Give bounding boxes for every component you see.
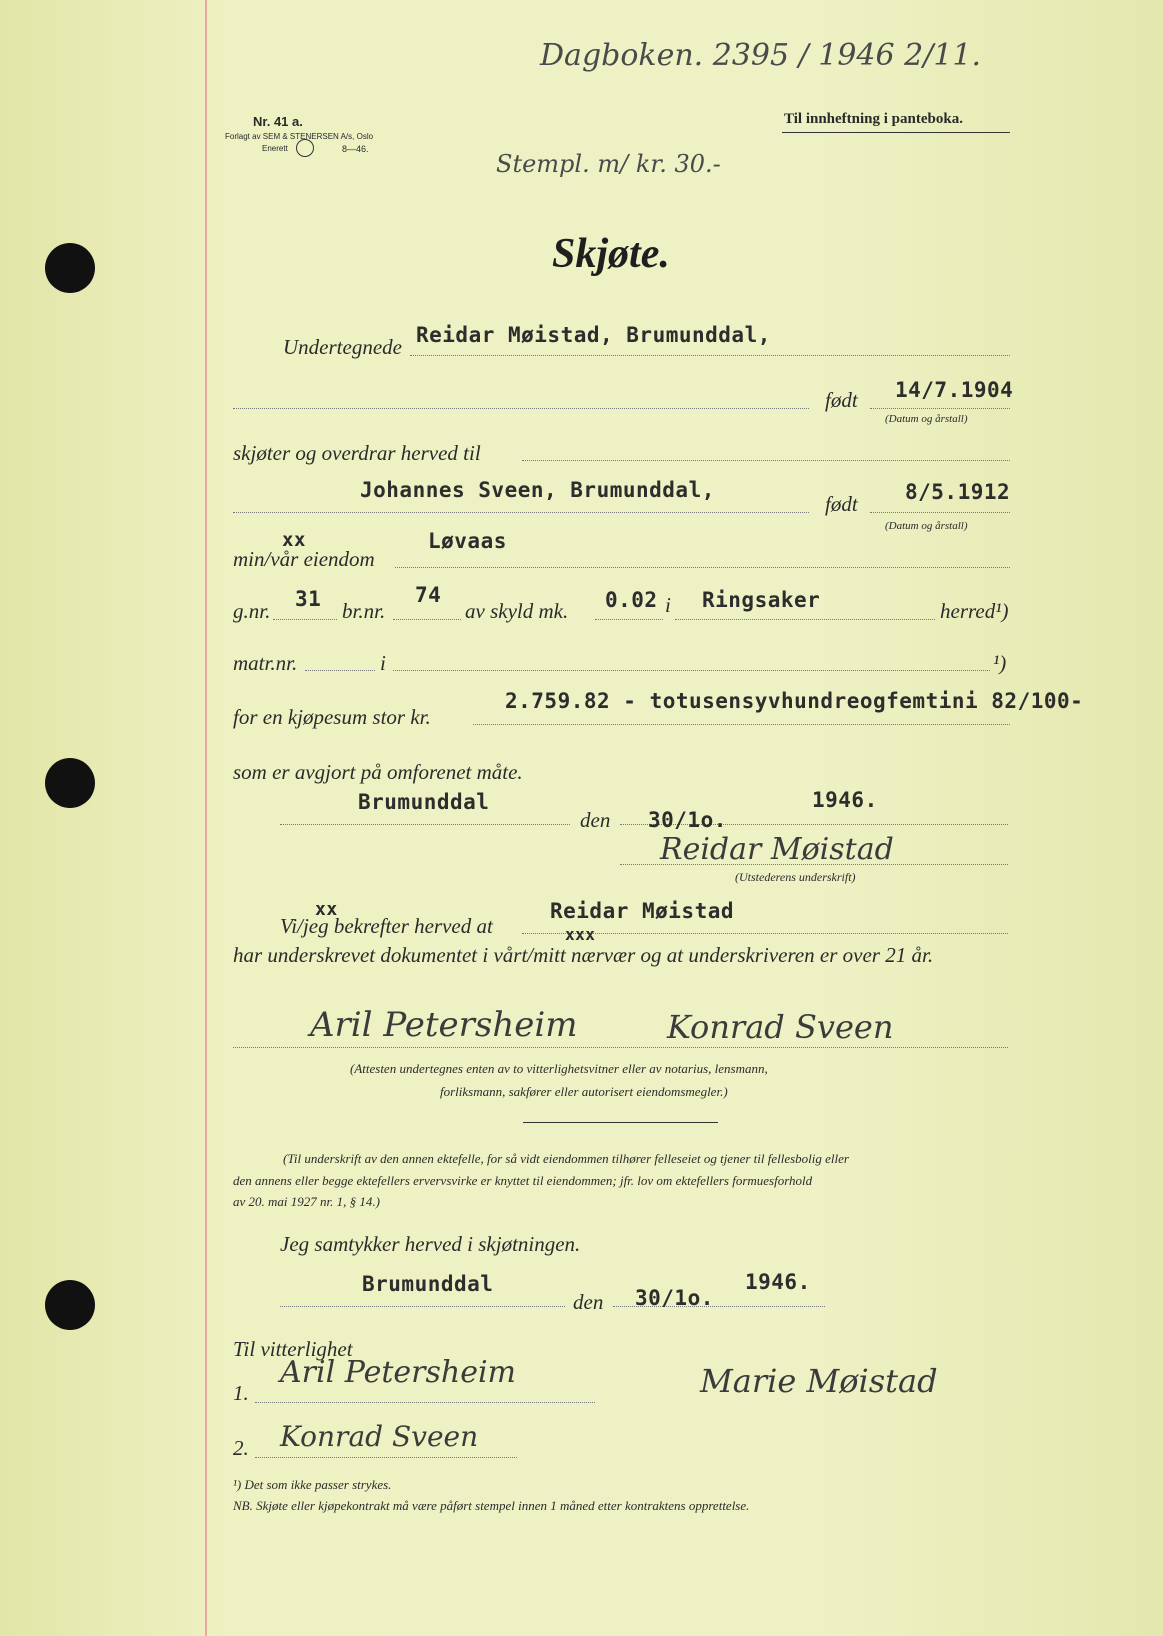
witness-1-signature: Aril Petersheim xyxy=(280,1355,516,1390)
punch-hole xyxy=(45,758,95,808)
place1-value: Brumunddal xyxy=(358,790,490,814)
matr-note: ¹) xyxy=(993,651,1007,675)
witness-1-number: 1. xyxy=(233,1381,249,1405)
dotted-line xyxy=(273,619,337,620)
herred-value: Ringsaker xyxy=(702,588,821,612)
seller-signature: Reidar Møistad xyxy=(660,832,894,867)
witness-signature-1: Aril Petersheim xyxy=(310,1005,578,1045)
den-label-2: den xyxy=(573,1290,604,1314)
dotted-line xyxy=(255,1457,517,1458)
brnr-value: 74 xyxy=(415,583,442,607)
place2-value: Brumunddal xyxy=(362,1272,494,1296)
brnr-label: br.nr. xyxy=(342,599,386,623)
spouse-note-2: den annens eller begge ektefellers ervervsvirke er knyttet til eiendommen; jfr. lov om ektefellers formuesforhold xyxy=(233,1173,813,1188)
spouse-note-3: av 20. mai 1927 nr. 1, § 14.) xyxy=(233,1194,380,1209)
punch-hole xyxy=(45,1280,95,1330)
eiendom-label: min/vår eiendom xyxy=(233,547,375,571)
fodt-label: født xyxy=(825,388,858,412)
dotted-line xyxy=(522,460,1010,461)
gnr-label: g.nr. xyxy=(233,599,271,623)
vi-label: Vi/jeg bekrefter herved at xyxy=(280,914,493,938)
witness-2-number: 2. xyxy=(233,1436,249,1460)
divider xyxy=(523,1122,718,1123)
dotted-line xyxy=(870,512,1010,513)
dotted-line xyxy=(675,619,935,620)
skjoter-label: skjøter og overdrar herved til xyxy=(233,441,481,465)
footnote-1: ¹) Det som ikke passer strykes. xyxy=(233,1477,392,1492)
eiendom-mark: xx xyxy=(282,529,306,551)
vitterlighet-label: Til vitterlighet xyxy=(233,1337,353,1361)
avgjort-text: som er avgjort på omforenet måte. xyxy=(233,760,523,784)
dotted-line xyxy=(473,724,1010,725)
punch-hole xyxy=(45,243,95,293)
dotted-line xyxy=(395,567,1010,568)
spouse-note-1: (Til underskrift av den annen ektefelle, for så vidt eiendommen tilhører felleseiet og tjener til fellesbolig eller xyxy=(283,1151,849,1166)
buyer-value: Johannes Sveen, Brumunddal, xyxy=(360,478,715,502)
fodt1-value: 14/7.1904 xyxy=(895,378,1014,402)
attach-label: Til innheftning i panteboka. xyxy=(784,111,963,127)
publisher: Forlagt av SEM & STENERSEN A/s, Oslo xyxy=(225,132,374,141)
document-title: Skjøte. xyxy=(552,231,670,277)
form-number: Nr. 41 a. xyxy=(253,114,303,129)
datum-label: (Datum og årstall) xyxy=(885,413,968,425)
utsteder-label: (Utstederens underskrift) xyxy=(735,870,856,884)
spouse-signature: Marie Møistad xyxy=(700,1362,938,1400)
gnr-value: 31 xyxy=(295,587,322,611)
dotted-line xyxy=(595,619,663,620)
dotted-line xyxy=(233,408,809,409)
i-label: i xyxy=(665,593,671,617)
dotted-line xyxy=(305,670,375,671)
matr-i: i xyxy=(380,651,386,675)
kjopesum-value: 2.759.82 - totusensyvhundreogfemtini 82/100- xyxy=(505,689,1084,713)
eiendom-value: Løvaas xyxy=(428,529,507,553)
margin-line xyxy=(205,0,207,1636)
witness-2-signature: Konrad Sveen xyxy=(280,1420,479,1453)
fodt2-value: 8/5.1912 xyxy=(905,480,1011,504)
undertegnede-value: Reidar Møistad, Brumunddal, xyxy=(416,323,771,347)
dotted-line xyxy=(870,408,1010,409)
dotted-line xyxy=(280,824,570,825)
dagbok-note: Dagboken. 2395 / 1946 2/11. xyxy=(540,38,982,73)
matr-label: matr.nr. xyxy=(233,651,298,675)
fodt-label-2: født xyxy=(825,492,858,516)
den-label: den xyxy=(580,808,611,832)
undertegnede-label: Undertegnede xyxy=(283,335,402,359)
vi-value: Reidar Møistad xyxy=(550,899,735,923)
dotted-line xyxy=(233,1047,1008,1048)
attest-note-1: (Attesten undertegnes enten av to vitterlighetsvitner eller av notarius, lensmann, xyxy=(350,1061,768,1076)
date1-value: 30/1o. xyxy=(648,808,727,832)
herred-label: herred¹) xyxy=(940,599,1009,623)
footnote-2: NB. Skjøte eller kjøpekontrakt må være påført stempel innen 1 måned etter kontraktens opprettelse. xyxy=(233,1498,750,1513)
witness-signature-2: Konrad Sveen xyxy=(667,1008,894,1046)
samtykker-text: Jeg samtykker herved i skjøtningen. xyxy=(280,1232,581,1256)
year1-value: 1946. xyxy=(812,788,878,812)
publisher-logo xyxy=(296,139,314,157)
skyld-label: av skyld mk. xyxy=(465,599,569,623)
stamp-note: Stempl. m/ kr. 30.- xyxy=(496,150,721,178)
attach-underline xyxy=(782,132,1010,133)
year2-value: 1946. xyxy=(745,1270,811,1294)
kjopesum-label: for en kjøpesum stor kr. xyxy=(233,705,431,729)
date2-value: 30/1o. xyxy=(635,1286,714,1310)
datum-label-2: (Datum og årstall) xyxy=(885,520,968,532)
vi-mark: xx xyxy=(315,899,338,920)
dotted-line xyxy=(393,670,990,671)
dotted-line xyxy=(393,619,461,620)
vi-value-mark: xxx xyxy=(565,925,596,944)
publisher-sub: Enerett xyxy=(262,144,288,153)
dotted-line xyxy=(620,864,1008,865)
underskrevet-text: har underskrevet dokumentet i vårt/mitt nærvær og at underskriveren er over 21 år. xyxy=(233,943,934,967)
attest-note-2: forliksmann, sakfører eller autorisert eiendomsmegler.) xyxy=(440,1084,728,1099)
dotted-line xyxy=(233,512,809,513)
publisher-date: 8—46. xyxy=(342,144,369,154)
dotted-line xyxy=(280,1306,565,1307)
skyld-value: 0.02 xyxy=(605,588,658,612)
dotted-line xyxy=(410,355,1010,356)
dotted-line xyxy=(255,1402,595,1403)
